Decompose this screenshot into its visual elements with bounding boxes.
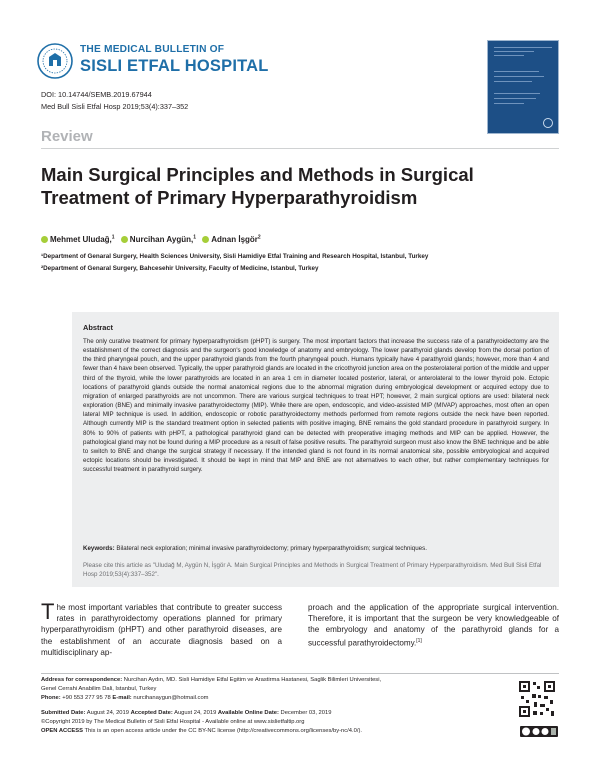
article-dates: Submitted Date: August 24, 2019 Accepted Date: August 24, 2019 Available Online Date: December 03, 2019 (41, 710, 332, 716)
journal-logo-icon (36, 42, 74, 80)
orcid-icon[interactable] (202, 236, 209, 243)
correspondence-address-line2: Genel Cerrahi Anabilim Dali, Istanbul, Turkey (41, 686, 157, 692)
affiliation: ¹Department of Genaral Surgery, Health Sciences University, Sisli Hamidiye Etfal Training and Research Hospital, Istanbul, Turkey (41, 253, 429, 260)
body-column-right (308, 602, 559, 649)
body-paragraph: he most important variables that contribute to greater success rates in parathyroidectomy operations planned for primary hyperparathyroidism (pHPT) and other parathyroid diseases, are the establishment of an accurate diagnosis based on a multidisciplinary ap- (41, 603, 282, 657)
article-type: Review (41, 128, 93, 145)
affiliation: ²Department of Genaral Surgery, Bahcesehir University, Faculty of Medicine, Istanbul, Turkey (41, 265, 319, 272)
abstract-heading: Abstract (83, 323, 113, 332)
correspondence-contact: Phone: +90 553 277 95 78 E-mail: nurcihanaygun@hotmail.com (41, 695, 209, 701)
cover-logo-icon (543, 118, 553, 128)
journal-name-line1: THE MEDICAL BULLETIN OF (80, 44, 225, 55)
open-access-note: OPEN ACCESS This is an open access article under the CC BY-NC license (http://creativecommons.org/licenses/by-nc/4.0/). (41, 728, 363, 734)
divider (41, 148, 559, 149)
cite-this-article: Please cite this article as "Uludağ M, Aygün N, İşgör A. Main Surgical Principles and Methods in Surgical Treatment of Primary Hyperparathyroidism. Med Bull Sisli Etfal Hosp 2019;53(4):337–352". (83, 562, 542, 578)
journal-name-line2: SISLI ETFAL HOSPITAL (80, 57, 269, 75)
body-column-left (41, 599, 282, 658)
correspondence-address: Address for correspondence: Nurcihan Aydın, MD. Sisli Hamidiye Etfal Egitim ve Arastirma Hastanesi, Saglik Bilimleri Universitesi, (41, 677, 382, 683)
cc-by-nc-license-icon[interactable] (520, 726, 558, 737)
body-paragraph: proach and the application of the appropriate surgical intervention. Therefore, it is important that the surgeon be very knowledgeable of the embryology and anatomy of the parathyroid glands for a successful parathyroidectomy. (308, 603, 559, 648)
abstract-text: The only curative treatment for primary hyperparathyroidism (pHPT) is surgery. The most important factors that increase the success rate of a parathyroidectomy are the establishment of the correct diagnosis and the surgeon's good knowledge of anatomy and embryology. The lower parathyroid glands develop from the dorsal portion of the third pharyngeal pouch, and the upper parathyroid glands from the fourth pharyngeal pouch. Humans typically have 4 parathyroid glands; however, more than 4 and fewer than 4 have been observed. Typically, the upper parathyroid glands are located in the cricothyroid junction area on the posterolateral portion of the middle and upper third of the thyroid, while the lower parathyroids are located in an area 1 cm in diameter located posterior, lateral, or anterolateral to the lower thyroid pole. Ectopic locations of parathyroid glands outside the normal anatomical regions due to the abnormal migration during embryological development or acquired ectopy due to migration of enlarged parathyroids are not uncommon. There are various surgical techniques to treat HPT; however, 2 main surgical options are used: bilateral neck exploration (BNE) and minimally invasive parathyroidectomy (MIP). While there are open, endoscopic, and video-assisted MIP (MIVAP) approaches, most often an open lateral MIP technique is used. In addition, endoscopic or robotic parathyroidectomy methods performed from remote regions outside the neck have been reported. Although currently MIP is the standard treatment option in selected patients with positive imaging, BNE remains the gold standard procedure in parathyroid surgery. In 80% to 90% of patients with pHPT, a pathological parathyroid gland can be detected with preoperative imaging methods and MIP can be applied. However, the pathological gland may not be found during a MIP procedure as a result of false positive results. The parathyroid surgeon must also know the BNE technique and be able to switch to BNE and change the surgical strategy if necessary. If the intended gland is not found in its normal anatomical site, possible embryological and acquired ectopic locations should be investigated. It should be kept in mind that MIP and BNE are not alternatives to each other, but rather complementary techniques for successful treatment in parathyroid surgery. (83, 338, 549, 474)
doi[interactable]: DOI: 10.14744/SEMB.2019.67944 (41, 90, 152, 99)
email-link[interactable]: nurcihanaygun@hotmail.com (131, 695, 209, 701)
qr-code-icon[interactable] (518, 680, 556, 718)
divider (41, 673, 559, 674)
orcid-icon[interactable] (121, 236, 128, 243)
reference-link[interactable]: [1] (416, 637, 422, 644)
keywords-text: Bilateral neck exploration; minimal invasive parathyroidectomy; primary hyperparathyroidism; surgical techniques. (116, 545, 427, 552)
author[interactable]: Adnan İşgör$^2$ (202, 235, 260, 244)
journal-cover-thumbnail (487, 40, 559, 134)
keywords-label: Keywords: (83, 545, 115, 552)
author[interactable]: Nurcihan Aygün,$^1$ (121, 235, 196, 244)
copyright: ©Copyright 2019 by The Medical Bulletin of Sisli Etfal Hospital - Available online at www.sislietfaltip.org (41, 719, 305, 725)
drop-cap: T (41, 599, 55, 624)
article-title: Main Surgical Principles and Methods in Surgical Treatment of Primary Hyperparathyroidism (41, 164, 474, 208)
keywords (83, 544, 549, 553)
author[interactable]: Mehmet Uludağ,$^1$ (41, 235, 115, 244)
orcid-icon[interactable] (41, 236, 48, 243)
journal-citation: Med Bull Sisli Etfal Hosp 2019;53(4):337–352 (41, 102, 189, 111)
author-list (41, 234, 265, 244)
